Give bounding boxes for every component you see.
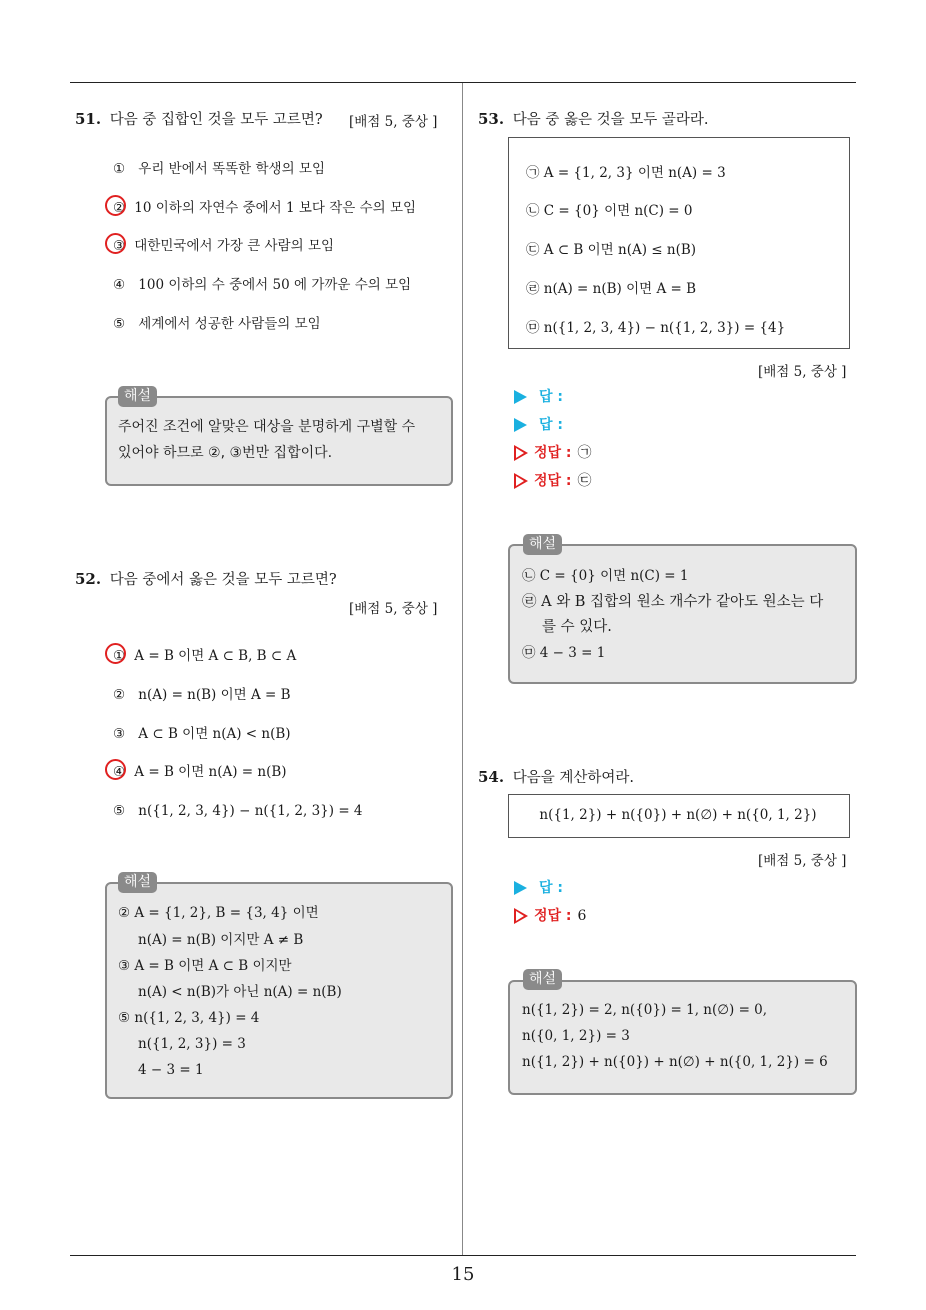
q51-number: 51. [75, 110, 102, 128]
q54-title [478, 766, 634, 787]
q53-statement-1: ㉠ A = {1, 2, 3} 이면 n(A) = 3 [526, 165, 726, 181]
q53-answer-field-2[interactable] [514, 414, 563, 434]
play-arrow-icon [514, 881, 527, 895]
play-arrow-icon [514, 418, 527, 432]
correct-label: 정답 : [534, 473, 572, 489]
page-number: 15 [451, 1264, 475, 1285]
q52-solution-line-1: ② A = {1, 2}, B = {3, 4} 이면 [118, 905, 319, 921]
q54-expression: n({1, 2}) + n({0}) + n(∅) + n({0, 1, 2}) [539, 807, 817, 823]
option-text: 우리 반에서 똑똑한 학생의 모임 [138, 161, 325, 177]
q52-text: 다음 중에서 옳은 것을 모두 고르면? [109, 572, 337, 588]
q53-solution-line-1: ㉡ C = {0} 이면 n(C) = 1 [522, 568, 689, 584]
q51-solution-line-1: 주어진 조건에 알맞은 대상을 분명하게 구별할 수 [118, 419, 416, 435]
q53-solution-line-4: ㉤ 4 − 3 = 1 [522, 645, 606, 661]
correct-label: 정답 : [534, 908, 572, 924]
q51-option-1[interactable] [110, 159, 325, 179]
correct-value: ㉢ [577, 473, 592, 489]
q52-option-1[interactable] [110, 646, 296, 666]
q54-solution-line-3: n({1, 2}) + n({0}) + n(∅) + n({0, 1, 2}) = 6 [522, 1054, 828, 1070]
q52-solution-line-4: n(A) < n(B)가 아닌 n(A) = n(B) [138, 984, 342, 1000]
q51-option-5[interactable] [110, 314, 321, 334]
option-mark [110, 762, 128, 782]
q53-title [478, 108, 708, 129]
bottom-rule [70, 1255, 856, 1256]
option-text: 대한민국에서 가장 큰 사람의 모임 [134, 238, 335, 254]
selected-circle-icon [105, 195, 126, 216]
q53-statement-2: ㉡ C = {0} 이면 n(C) = 0 [526, 203, 693, 219]
column-divider [462, 83, 463, 1255]
play-arrow-icon [514, 390, 527, 404]
q52-title [75, 568, 337, 589]
option-mark: ③ [112, 726, 126, 742]
q53-solution-line-3: 를 수 있다. [542, 619, 612, 635]
selected-circle-icon [105, 643, 126, 664]
q52-number: 52. [75, 570, 102, 588]
option-text: 100 이하의 수 중에서 50 에 가까운 수의 모임 [138, 277, 412, 293]
answer-label: 답 : [539, 389, 563, 405]
option-text: A ⊂ B 이면 n(A) < n(B) [138, 726, 291, 742]
q52-option-3[interactable] [110, 724, 291, 744]
q53-solution-line-2: ㉣ A 와 B 집합의 원소 개수가 같아도 원소는 다 [522, 594, 824, 610]
option-mark [110, 646, 128, 666]
correct-value: 6 [577, 908, 587, 924]
option-mark [110, 236, 128, 256]
q54-number: 54. [478, 768, 505, 786]
q51-text: 다음 중 집합인 것을 모두 고르면? [109, 112, 323, 128]
q51-option-3[interactable] [110, 236, 334, 256]
option-text: A = B 이면 n(A) = n(B) [134, 764, 287, 780]
option-mark [110, 198, 128, 218]
q53-answer-field-1[interactable] [514, 386, 563, 406]
option-text: n({1, 2, 3, 4}) − n({1, 2, 3}) = 4 [138, 803, 363, 819]
q53-correct-1 [514, 442, 592, 462]
option-text: 10 이하의 자연수 중에서 1 보다 작은 수의 모임 [134, 200, 417, 216]
option-mark: ⑤ [112, 316, 126, 332]
answer-label: 답 : [539, 417, 563, 433]
q52-option-2[interactable] [110, 685, 291, 705]
selected-circle-icon [105, 233, 126, 254]
q53-score: [배점 5, 중상 ] [758, 364, 847, 380]
q53-solution-box [508, 544, 857, 684]
option-mark: ⑤ [112, 803, 126, 819]
q53-solution-label: 해설 [523, 534, 562, 555]
q52-score: [배점 5, 중상 ] [349, 601, 438, 617]
correct-value: ㉠ [577, 445, 592, 461]
q53-statement-3: ㉢ A ⊂ B 이면 n(A) ≤ n(B) [526, 242, 697, 258]
q54-score: [배점 5, 중상 ] [758, 853, 847, 869]
q52-solution-line-2: n(A) = n(B) 이지만 A ≠ B [138, 932, 304, 948]
option-mark: ② [112, 687, 126, 703]
option-mark-glyph: ① [112, 648, 126, 664]
correct-label: 정답 : [534, 445, 572, 461]
selected-circle-icon [105, 759, 126, 780]
answer-label: 답 : [539, 880, 563, 896]
option-mark: ④ [112, 277, 126, 293]
top-rule [70, 82, 856, 83]
q51-score: [배점 5, 중상 ] [349, 114, 438, 130]
q51-option-2[interactable] [110, 198, 416, 218]
q54-answer-field[interactable] [514, 877, 563, 897]
option-mark-glyph: ② [112, 200, 126, 216]
q54-solution-line-2: n({0, 1, 2}) = 3 [522, 1028, 630, 1044]
q52-solution-line-7: 4 − 3 = 1 [138, 1062, 204, 1078]
q54-correct [514, 905, 586, 925]
option-text: A = B 이면 A ⊂ B, B ⊂ A [134, 648, 297, 664]
q51-option-4[interactable] [110, 275, 411, 295]
q52-solution-label: 해설 [118, 872, 157, 893]
q51-title [75, 108, 323, 129]
outline-arrow-icon [514, 445, 528, 461]
q53-text: 다음 중 옳은 것을 모두 골라라. [512, 112, 709, 128]
outline-arrow-icon [514, 473, 528, 489]
q54-solution-label: 해설 [523, 969, 562, 990]
q52-solution-line-5: ⑤ n({1, 2, 3, 4}) = 4 [118, 1010, 260, 1026]
q52-solution-line-3: ③ A = B 이면 A ⊂ B 이지만 [118, 958, 292, 974]
q54-solution-line-1: n({1, 2}) = 2, n({0}) = 1, n(∅) = 0, [522, 1002, 768, 1018]
q53-correct-2 [514, 470, 592, 490]
option-text: n(A) = n(B) 이면 A = B [138, 687, 291, 703]
q53-number: 53. [478, 110, 505, 128]
outline-arrow-icon [514, 908, 528, 924]
q51-solution-label: 해설 [118, 386, 157, 407]
q52-option-4[interactable] [110, 762, 287, 782]
q54-text: 다음을 계산하여라. [512, 770, 634, 786]
q53-statement-4: ㉣ n(A) = n(B) 이면 A = B [526, 281, 697, 297]
q51-solution-line-2: 있어야 하므로 ②, ③번만 집합이다. [118, 445, 333, 461]
option-text: 세계에서 성공한 사람들의 모임 [138, 316, 321, 332]
option-mark-glyph: ④ [112, 764, 126, 780]
option-mark: ① [112, 161, 126, 177]
q52-solution-line-6: n({1, 2, 3}) = 3 [138, 1036, 246, 1052]
q53-statement-5: ㉤ n({1, 2, 3, 4}) − n({1, 2, 3}) = {4} [526, 320, 786, 336]
option-mark-glyph: ③ [112, 238, 126, 254]
q51-solution-box [105, 396, 453, 486]
q52-option-5[interactable] [110, 801, 363, 821]
